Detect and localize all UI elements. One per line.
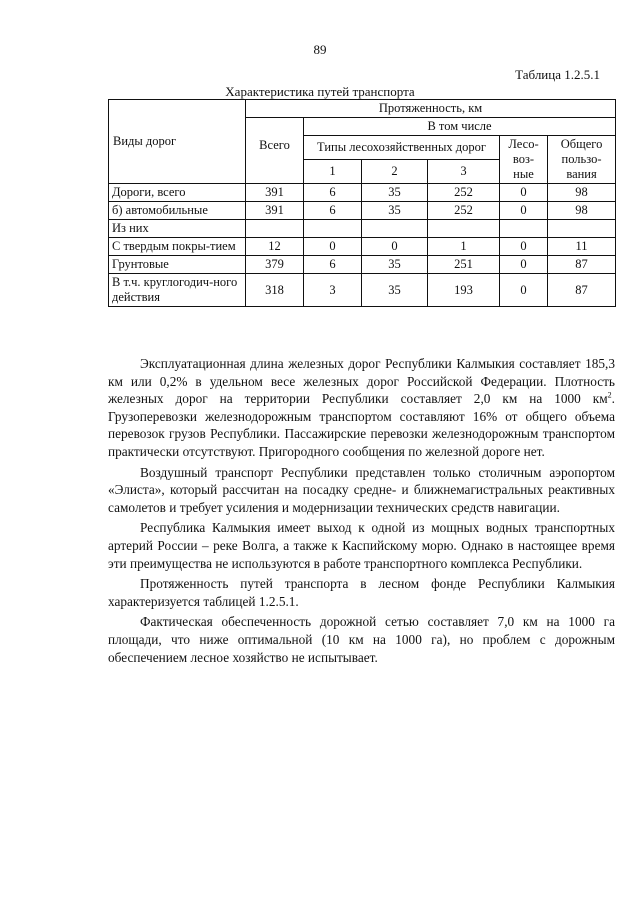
table-reference: Таблица 1.2.5.1 [515, 67, 600, 82]
cell-timber: 0 [500, 256, 548, 274]
cell-total: 318 [246, 274, 304, 307]
paragraph-air: Воздушный транспорт Республики представлен только столичным аэропортом «Элиста», который рассчитан на посадку средне- и ближнемагистральных реактивных самолетов и требует усиления и модернизации технических средств навигации. [108, 464, 615, 515]
header-type-1: 1 [304, 160, 362, 184]
cell-public: 87 [548, 274, 616, 307]
table-row [109, 274, 616, 307]
superscript: 2 [607, 390, 612, 400]
header-length: Протяженность, км [246, 100, 616, 118]
cell-type-1: 0 [304, 238, 362, 256]
cell-type-3: 251 [428, 256, 500, 274]
paragraph-forest-roads: Протяженность путей транспорта в лесном фонде Республики Калмыкия характеризуется таблицей 1.2.5.1. [108, 576, 615, 609]
header-including: В том числе [304, 118, 616, 136]
header-type-2: 2 [362, 160, 428, 184]
table-row [109, 256, 616, 274]
cell-type-2: 35 [362, 256, 428, 274]
header-public-roads: Общего пользо-вания [548, 136, 616, 184]
row-label: Дороги, всего [109, 184, 246, 202]
cell-type-2: 35 [362, 202, 428, 220]
cell-timber: 0 [500, 274, 548, 307]
cell-public: 11 [548, 238, 616, 256]
cell-timber [500, 220, 548, 238]
cell-type-1: 6 [304, 184, 362, 202]
cell-type-2 [362, 220, 428, 238]
row-label: С твердым покры-тием [109, 238, 246, 256]
cell-type-3: 193 [428, 274, 500, 307]
cell-total: 391 [246, 184, 304, 202]
cell-type-1: 6 [304, 202, 362, 220]
cell-type-3: 1 [428, 238, 500, 256]
cell-timber: 0 [500, 184, 548, 202]
row-label: б) автомобильные [109, 202, 246, 220]
paragraph-railway [108, 355, 615, 461]
cell-total: 12 [246, 238, 304, 256]
cell-type-3: 252 [428, 202, 500, 220]
cell-type-3 [428, 220, 500, 238]
cell-timber: 0 [500, 238, 548, 256]
cell-type-2: 35 [362, 274, 428, 307]
page-number: 89 [313, 42, 327, 57]
table-caption: Характеристика путей транспорта [225, 84, 415, 99]
table-row [109, 238, 616, 256]
header-total: Всего [246, 118, 304, 184]
row-label: В т.ч. круглогодич-ного действия [109, 274, 246, 307]
header-forest-road-types: Типы лесохозяйственных дорог [304, 136, 500, 160]
header-road-types: Виды дорог [109, 100, 246, 184]
cell-public [548, 220, 616, 238]
cell-total [246, 220, 304, 238]
paragraph-railway-part1: Эксплуатационная длина железных дорог Республики Калмыкия составляет 185,3 км или 0,2% в удельном весе железных дорог Российской Федерации. Плотность железных дорог на территории Республики составляет 2,0 км на 1000 км [108, 356, 615, 407]
cell-public: 87 [548, 256, 616, 274]
cell-public: 98 [548, 202, 616, 220]
cell-type-2: 35 [362, 184, 428, 202]
transport-routes-table [108, 99, 616, 307]
cell-public: 98 [548, 184, 616, 202]
table-row [109, 184, 616, 202]
table-row [109, 220, 616, 238]
row-label: Грунтовые [109, 256, 246, 274]
table-row [109, 202, 616, 220]
header-type-3: 3 [428, 160, 500, 184]
cell-type-1: 6 [304, 256, 362, 274]
cell-type-2: 0 [362, 238, 428, 256]
row-label: Из них [109, 220, 246, 238]
cell-type-1: 3 [304, 274, 362, 307]
paragraph-road-network: Фактическая обеспеченность дорожной сетью составляет 7,0 км на 1000 га площади, что ниже оптимальной (10 км на 1000 га), но проблем с дорожным обеспечением лесное хозяйство не испытывает. [108, 614, 615, 665]
body-text [108, 355, 615, 669]
cell-total: 379 [246, 256, 304, 274]
paragraph-water: Республика Калмыкия имеет выход к одной из мощных водных транспортных артерий России – реке Волга, а также к Каспийскому морю. Однако в настоящее время эти преимущества не используются в работе транспортного комплекса Республики. [108, 520, 615, 571]
header-timber-roads: Лесо-воз-ные [500, 136, 548, 184]
cell-type-3: 252 [428, 184, 500, 202]
cell-total: 391 [246, 202, 304, 220]
cell-timber: 0 [500, 202, 548, 220]
cell-type-1 [304, 220, 362, 238]
paragraph-railway-part2: . Грузоперевозки железнодорожным транспортом составляют 16% от общего объема перевозок грузов Республики. Пассажирские перевозки железнодорожным транспортом практически отсутствуют. Пригородного сообщения по железной дороге нет. [108, 391, 615, 459]
